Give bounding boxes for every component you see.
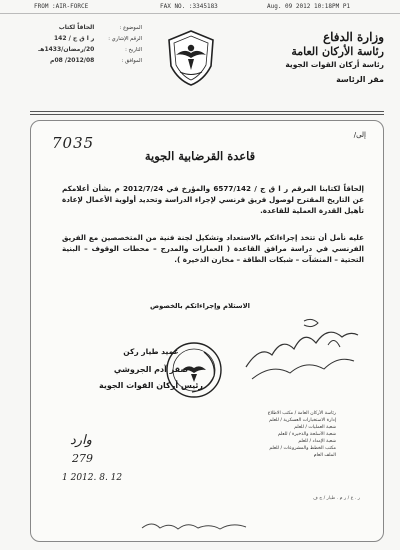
- handwritten-received-stamp: [62, 428, 132, 490]
- signatory-name: صقر آدم الجروشي: [113, 365, 189, 374]
- gregorian-date-label: الموافق :: [121, 58, 142, 64]
- hijri-date-label: التاريخ :: [125, 47, 142, 53]
- hijri-date-row: [34, 44, 142, 55]
- fax-datetime: Aug. 09 2012 10:18PM P1: [267, 3, 351, 10]
- distribution-item: شعبة الإمداد / للعلم: [298, 439, 336, 444]
- fax-header-bar: [0, 0, 400, 14]
- gregorian-date-row: [34, 55, 142, 66]
- addressee: قاعدة القرضابية الجوية: [144, 149, 256, 163]
- fax-from: FROM :AIR-FORCE: [34, 3, 89, 10]
- handwritten-footer-note-icon: [140, 518, 250, 534]
- to-label: إلى/: [353, 131, 366, 139]
- handwritten-signature-note-icon: [242, 315, 362, 385]
- distribution-item: شعبة الأسلحة والذخيرة / للعلم: [277, 432, 336, 437]
- subject-label: الموضوع :: [119, 25, 142, 31]
- distribution-item: إدارة الاستخبارات العسكرية / للعلم: [269, 418, 336, 423]
- footer-initials: ر . ع / ر م . طيار / ج ف: [312, 496, 360, 501]
- reference-row: [34, 33, 142, 44]
- signatory-rank: عميد طيار ركن: [123, 347, 179, 356]
- distribution-item: مكتب الخطط والمشروعات / للعلم: [269, 446, 336, 451]
- paragraph-request: عليه نأمل أن تتخذ إجراءاتكم بالاستعداد وتشكيل لجنة فنية من المتخصصين مع الفريق الفرنسي في دراسة مرافق القاعدة ( العمارات والمدرج – محطات الوقوف – البنية التحتية – المنشآت – شبكات الطاقة – مخازن الذخيرة ).: [62, 233, 364, 264]
- distribution-item: رئاسة الأركان العامة / مكتب الاطلاع: [267, 411, 336, 416]
- paragraph-reference: إلحاقاً لكتابنا المرقم ر ا ق ج / 6577/142 والمؤرخ في 2012/7/24 م بشأن أعلامكم عن التاريخ المقترح لوصول فريق فرنسي لإجراء الدراسة وتحديد أولوية الأعمال لإعادة تأهيل القدرة العملية للقاعدة.: [62, 184, 365, 215]
- hijri-date-value: 20/رمضان/1433هـ: [38, 46, 95, 53]
- subject-row: [34, 22, 142, 33]
- distribution-item: شعبة العمليات / للعلم: [294, 425, 336, 430]
- signatory-title: رئيس أركان القوات الجوية: [98, 381, 204, 390]
- reference-value: ر ا ق ج / 142: [53, 35, 95, 42]
- letter-reference-fields: [34, 22, 142, 66]
- reference-label: الرقم الإشاري :: [108, 36, 142, 42]
- headquarters-label: مقر الرئاسة: [336, 75, 384, 84]
- distribution-list: [206, 410, 336, 459]
- fax-number: FAX NO. :3345183: [160, 3, 218, 10]
- header-divider-thin: [30, 114, 384, 115]
- closing-line: الاستلام وإجراءاتكم بالخصوص: [149, 302, 251, 310]
- header-divider: [30, 111, 384, 112]
- handwritten-reference-number: 7035: [52, 134, 95, 152]
- received-date: 1 2012. 8. 12: [62, 473, 123, 483]
- received-label: وارد: [70, 433, 92, 448]
- subject-value: الحاقاً لكتاب: [58, 24, 95, 31]
- ministry-name: وزارة الدفاع: [322, 30, 384, 44]
- air-force-emblem-icon: [164, 28, 218, 88]
- air-command-name: رئاسة أركان القوات الجوية: [285, 60, 384, 69]
- issuing-authority-header: [254, 30, 384, 84]
- received-number: 279: [72, 452, 93, 465]
- gregorian-date-value: 2012/08/ 08م: [50, 57, 95, 64]
- distribution-item: الملف العام: [313, 453, 336, 458]
- general-staff-name: رئاسة الأركان العامة: [291, 45, 384, 58]
